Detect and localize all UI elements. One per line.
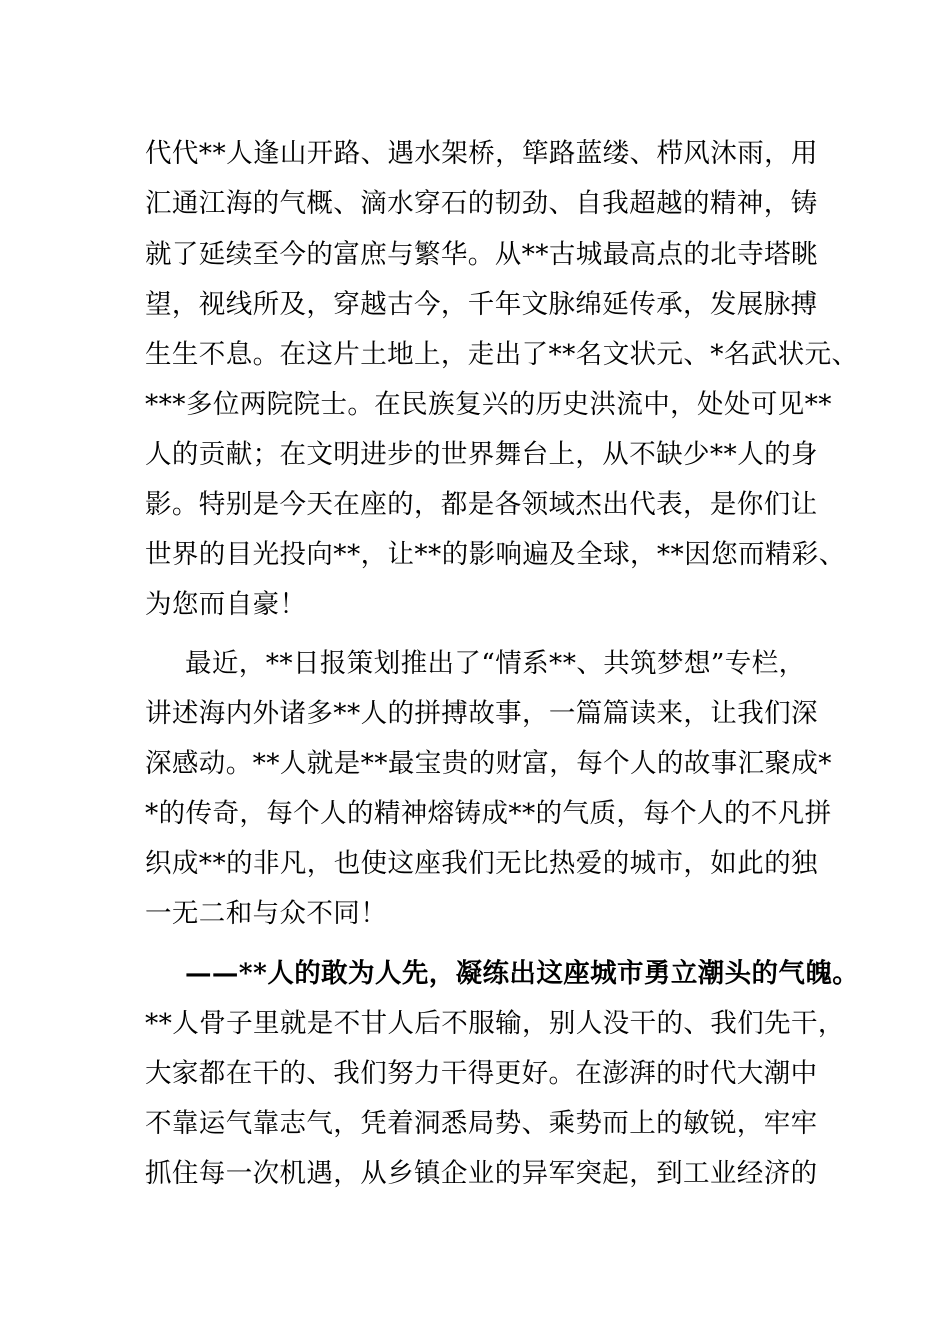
- paragraph-1-line-9: 世界的目光投向**，让**的影响遍及全球，**因您而精彩、: [145, 539, 846, 570]
- paragraph-3-line-3: 大家都在干的、我们努力干得更好。在澎湃的时代大潮中: [145, 1058, 818, 1089]
- paragraph-3-line-2: **人骨子里就是不甘人后不服输，别人没干的、我们先干，: [145, 1008, 845, 1039]
- paragraph-1-line-6: ***多位两院院士。在民族复兴的历史洪流中，处处可见**: [145, 389, 832, 420]
- paragraph-2-line-5: 织成**的非凡，也使这座我们无比热爱的城市，如此的独: [145, 848, 818, 879]
- paragraph-3-line-5: 抓住每一次机遇，从乡镇企业的异军突起，到工业经济的: [145, 1158, 818, 1189]
- paragraph-1-line-4: 望，视线所及，穿越古今，千年文脉绵延传承，发展脉搏: [145, 289, 818, 320]
- paragraph-1-line-3: 就了延续至今的富庶与繁华。从**古城最高点的北寺塔眺: [145, 239, 818, 270]
- paragraph-1-line-10: 为您而自豪！: [145, 589, 307, 620]
- paragraph-3-line-4: 不靠运气靠志气，凭着洞悉局势、乘势而上的敏锐，牢牢: [145, 1108, 818, 1139]
- paragraph-2-line-6: 一无二和与众不同！: [145, 898, 388, 929]
- paragraph-2-line-2: 讲述海内外诸多**人的拼搏故事，一篇篇读来，让我们深: [145, 698, 818, 729]
- paragraph-1-line-5: 生生不息。在这片土地上，走出了**名文状元、*名武状元、: [145, 339, 859, 370]
- paragraph-1-line-8: 影。特别是今天在座的，都是各领域杰出代表，是你们让: [145, 489, 818, 520]
- paragraph-2-line-1: 最近，**日报策划推出了“情系**、共筑梦想”专栏，: [185, 648, 806, 679]
- paragraph-1-line-7: 人的贡献；在文明进步的世界舞台上，从不缺少**人的身: [145, 439, 818, 470]
- paragraph-1-line-2: 汇通江海的气概、滴水穿石的韧劲、自我超越的精神，铸: [145, 188, 818, 219]
- paragraph-2-line-4: *的传奇，每个人的精神熔铸成**的气质，每个人的不凡拼: [145, 798, 832, 829]
- paragraph-1-line-1: 代代**人逢山开路、遇水架桥，筚路蓝缕、栉风沐雨，用: [145, 138, 818, 169]
- paragraph-2-line-3: 深感动。**人就是**最宝贵的财富，每个人的故事汇聚成*: [145, 748, 832, 779]
- paragraph-3-heading: ——**人的敢为人先，凝练出这座城市勇立潮头的气魄。: [185, 958, 860, 989]
